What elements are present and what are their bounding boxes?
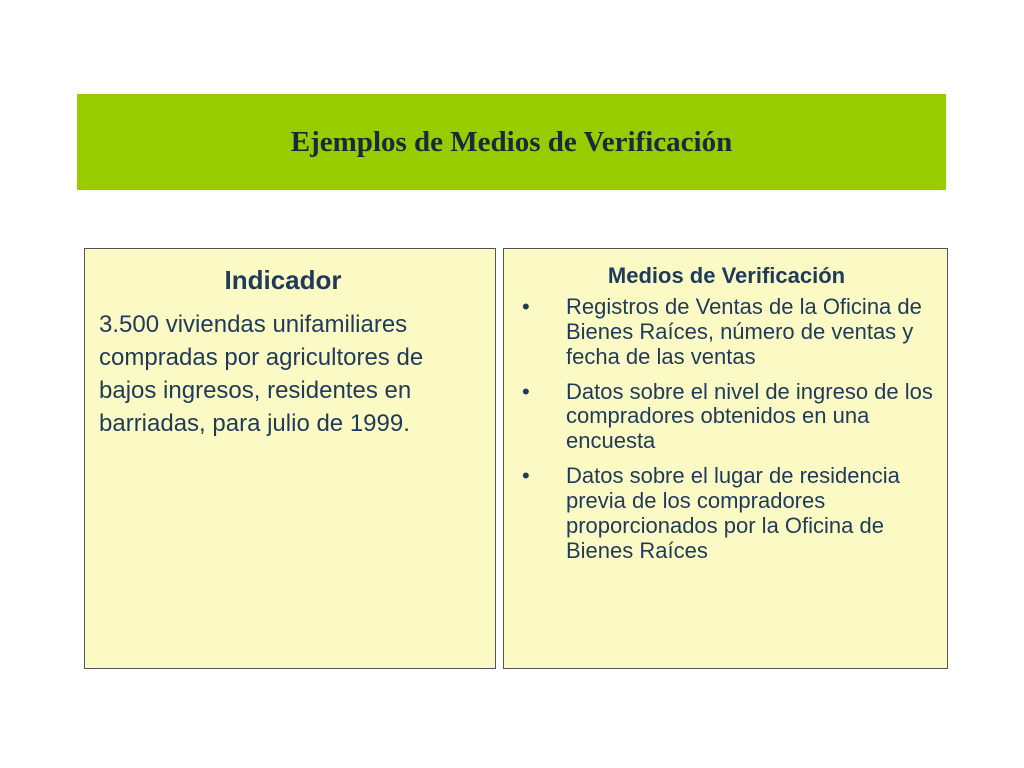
- list-item-text: Registros de Ventas de la Oficina de Bienes Raíces, número de ventas y fecha de las ventas: [566, 294, 922, 369]
- bullet-icon: •: [522, 463, 530, 489]
- bullet-icon: •: [522, 294, 530, 319]
- verification-box: [503, 248, 948, 669]
- indicator-body: 3.500 viviendas unifamiliares compradas por agricultores de bajos ingresos, residentes en barriadas, para julio de 1999.: [99, 311, 424, 438]
- verification-list: [516, 295, 937, 564]
- verification-heading: Medios de Verificación: [607, 263, 846, 288]
- indicator-box: [84, 248, 496, 669]
- bullet-icon: •: [522, 378, 530, 404]
- indicator-heading: Indicador: [224, 265, 342, 295]
- list-item: [516, 380, 937, 455]
- list-item-text: Datos sobre el nivel de ingreso de los compradores obtenidos en una encuesta: [566, 378, 933, 454]
- list-item: [516, 464, 937, 563]
- list-item: [516, 295, 937, 370]
- list-item-text: Datos sobre el lugar de residencia previa de los compradores proporcionados por la Oficina de Bienes Raíces: [566, 463, 900, 563]
- title-banner: [77, 94, 946, 190]
- slide-title: Ejemplos de Medios de Verificación: [290, 125, 733, 158]
